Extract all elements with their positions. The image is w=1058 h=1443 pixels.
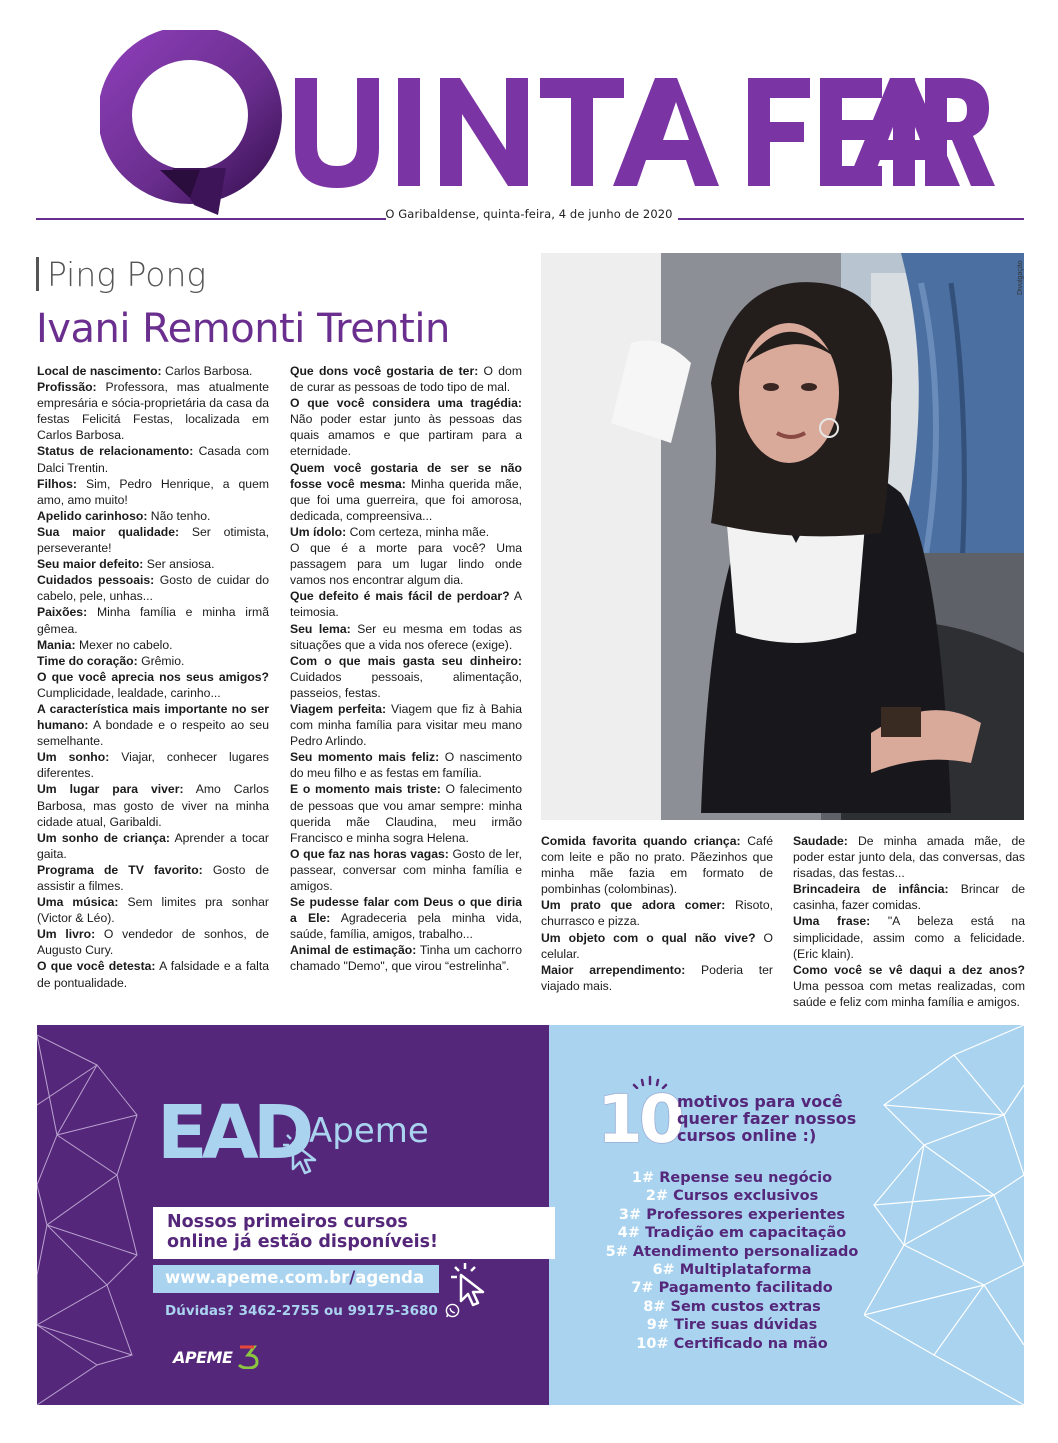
- reason-text: Sem custos extras: [665, 1298, 821, 1315]
- qa-question: Maior arrependimento:: [541, 962, 686, 977]
- anniversary-badge-icon: [237, 1343, 261, 1369]
- ead-wordmark: EAD: [157, 1090, 309, 1176]
- qa-question: A característica mais importante no ser humano:: [37, 701, 269, 733]
- section-label-text: Ping Pong: [47, 255, 207, 294]
- ad-headline-line-1: Nossos primeiros cursos: [167, 1212, 408, 1232]
- qa-answer: Gosto de cuidar do cabelo, pele, unhas...: [37, 573, 269, 604]
- reason-number: 9#: [646, 1317, 669, 1334]
- qa-question: Um livro:: [37, 927, 96, 942]
- qa-item: [290, 942, 522, 974]
- ad-url-link[interactable]: [153, 1265, 439, 1293]
- portrait-illustration: [541, 253, 1024, 820]
- qa-item: [37, 363, 269, 379]
- qa-question: Apelido carinhoso:: [37, 508, 148, 523]
- qa-answer: Mexer no cabelo.: [75, 637, 173, 652]
- qa-item: [793, 962, 1025, 1010]
- qa-item: [37, 830, 269, 862]
- qa-question: Que dons você gostaria de ter:: [290, 364, 479, 378]
- qa-item: [541, 897, 773, 929]
- reason-text: Certificado na mão: [668, 1335, 828, 1352]
- reason-number: 2#: [645, 1188, 669, 1205]
- qa-item: [37, 508, 269, 524]
- qa-item: [290, 781, 522, 845]
- reason-number: 6#: [652, 1261, 675, 1278]
- qa-answer: Carlos Barbosa.: [161, 364, 253, 378]
- cursor-click-icon: [283, 1131, 323, 1175]
- reason-text: Atendimento personalizado: [627, 1243, 859, 1260]
- qa-item: [37, 669, 269, 701]
- reason-text: Multiplataforma: [674, 1261, 812, 1278]
- qa-item: [37, 572, 269, 604]
- reason-item: [592, 1244, 872, 1262]
- qa-item: [290, 524, 522, 540]
- qa-question: O que você aprecia nos seus amigos?: [37, 669, 269, 684]
- qa-answer: Tinha um cachorro chamado "Demo", que virou “estrelinha”.: [290, 943, 522, 974]
- qa-answer: O celular.: [541, 930, 773, 961]
- ad-url-tail[interactable]: agenda: [355, 1268, 425, 1287]
- article-column-2: [290, 363, 522, 975]
- qa-answer: Aprender a tocar gaita.: [37, 830, 269, 861]
- qa-answer: Uma pessoa com metas realizadas, com saúde e feliz com minha família e amigos.: [793, 978, 1025, 1009]
- portrait-photo: [541, 253, 1024, 820]
- qa-answer: A bondade e o respeito ao seu semelhante.: [37, 718, 269, 749]
- qa-item: [290, 395, 522, 459]
- qa-item: [793, 833, 1025, 881]
- qa-item: [37, 926, 269, 958]
- dateline: O Garibaldense, quinta-feira, 4 de junho de 2020: [385, 207, 673, 221]
- ad-phone-numbers[interactable]: [165, 1303, 460, 1319]
- reason-text: Tire suas dúvidas: [668, 1317, 818, 1334]
- reason-text: Tradição em capacitação: [640, 1225, 847, 1242]
- qa-answer: A falsidade e a falta de pontualidade.: [37, 959, 269, 990]
- reason-item: [592, 1280, 872, 1298]
- whatsapp-icon: [445, 1303, 460, 1318]
- qa-answer: Cuidados pessoais, alimentação, passeios, festas.: [290, 669, 522, 700]
- qa-question: Com o que mais gasta seu dinheiro:: [290, 653, 522, 668]
- qa-answer: "A beleza está na simplicidade, assim como a felicidade. (Eric klain).: [793, 914, 1025, 961]
- qa-answer: Minha querida mãe, que foi uma guerreira, que foi amorosa, dedicada, compreensiva...: [290, 476, 522, 523]
- qa-answer: Agradeceria pela minha vida, saúde, família, amigos, trabalho...: [290, 911, 522, 942]
- qa-answer: Amo Carlos Barbosa, mas gosto de viver na minha cidade atual, Garibaldi.: [37, 782, 269, 829]
- qa-item: [290, 846, 522, 894]
- qa-question: Quem você gostaria de ser se não fosse você mesma:: [290, 460, 522, 491]
- qa-item: [290, 621, 522, 653]
- qa-question: Um objeto com o qual não vive?: [541, 930, 756, 945]
- qa-answer: O falecimento de pessoas que vou amar sempre: minha querida mãe Claudina, meu irmão Francisco e minha sogra Helena.: [290, 782, 522, 845]
- qa-question: O que você detesta:: [37, 959, 156, 974]
- qa-answer: Com certeza, minha mãe.: [346, 524, 490, 539]
- qa-question: Brincadeira de infância:: [793, 882, 949, 897]
- qa-item: [290, 588, 522, 620]
- qa-question: Como você se vê daqui a dez anos?: [793, 962, 1025, 977]
- qa-answer: Grêmio.: [137, 653, 185, 668]
- qa-item: [793, 913, 1025, 961]
- qa-answer: Poderia ter viajado mais.: [541, 962, 773, 993]
- qa-item: [290, 363, 522, 395]
- apeme-wordmark: Apeme: [309, 1111, 429, 1151]
- qa-item: [290, 460, 522, 524]
- reasons-list: [592, 1170, 872, 1354]
- qa-item: [37, 556, 269, 572]
- ad-phone-text[interactable]: Dúvidas? 3462-2755 ou 99175-3680: [165, 1303, 438, 1319]
- cursor-click-icon-2: [449, 1263, 489, 1307]
- section-label-bar: [36, 257, 39, 291]
- qa-answer: Não poder estar junto às pessoas das quais amamos e que partiram para a eternidade.: [290, 412, 522, 459]
- qa-question: Um sonho de criança:: [37, 830, 170, 845]
- qa-answer: De minha amada mãe, de poder estar junto dela, das conversas, das risadas, das festas...: [793, 834, 1025, 881]
- qa-question: Uma música:: [37, 895, 119, 910]
- qa-answer: Gosto de assistir a filmes.: [37, 862, 269, 893]
- qa-answer: Risoto, churrasco e pizza.: [541, 898, 773, 929]
- reason-number: 4#: [617, 1225, 641, 1242]
- qa-question: Profissão:: [37, 380, 97, 395]
- qa-item: [290, 701, 522, 749]
- qa-answer: Café com leite e pão no prato. Pãezinhos que minha mãe fazia em formato de pombinhas (colombinas).: [541, 834, 773, 897]
- reason-item: [592, 1188, 872, 1206]
- qa-item: [37, 894, 269, 926]
- qa-question: O que você considera uma tragédia:: [290, 396, 522, 411]
- ad-motivos-text: motivos para você querer fazer nossos cursos online :): [677, 1092, 857, 1145]
- qa-item: [37, 524, 269, 556]
- qa-question: Status de relacionamento:: [37, 444, 194, 459]
- article-headline: Ivani Remonti Trentin: [36, 306, 450, 352]
- qa-question: Seu maior defeito:: [37, 557, 144, 572]
- qa-item: [290, 749, 522, 781]
- qa-question: Saudade:: [793, 834, 848, 848]
- qa-answer: O dom de curar as pessoas de todo tipo de mal.: [290, 364, 522, 395]
- article-column-3: [541, 833, 773, 994]
- qa-question: Local de nascimento:: [37, 364, 162, 378]
- qa-question: Time do coração:: [37, 653, 138, 668]
- reason-number: 5#: [605, 1243, 628, 1260]
- qa-question: Comida favorita quando criança:: [541, 834, 741, 848]
- qa-item: [37, 749, 269, 781]
- qa-item: [37, 862, 269, 894]
- qa-answer: O nascimento do meu filho e as festas em família.: [290, 750, 522, 781]
- qa-answer: Cumplicidade, lealdade, carinho...: [37, 685, 221, 700]
- qa-question: Programa de TV favorito:: [37, 862, 203, 877]
- qa-answer: Viagem que fiz à Bahia com minha família para visitar meu mano Pedro Arlindo.: [290, 701, 522, 749]
- qa-question: Que defeito é mais fácil de perdoar?: [290, 589, 510, 604]
- qa-question: Cuidados pessoais:: [37, 573, 155, 588]
- article-column-4: [793, 833, 1025, 1010]
- network-pattern-right: [864, 1025, 1024, 1405]
- masthead-a-letter: [0, 0, 1058, 230]
- qa-item: [37, 781, 269, 829]
- qa-answer: Viajar, conhecer lugares diferentes.: [37, 750, 269, 781]
- reason-item: [592, 1170, 872, 1188]
- qa-question: O que faz nas horas vagas:: [290, 846, 449, 861]
- reason-text: Repense seu negócio: [654, 1170, 833, 1186]
- reason-number: 3#: [618, 1206, 642, 1223]
- qa-item: [37, 476, 269, 508]
- qa-question: Viagem perfeita:: [290, 701, 387, 716]
- ad-url-slash: /: [349, 1268, 356, 1287]
- qa-answer: Casada com Dalci Trentin.: [37, 444, 269, 475]
- reason-number: 7#: [631, 1280, 654, 1297]
- qa-answer: Sem limites pra sonhar (Victor & Léo).: [37, 895, 269, 926]
- qa-item: [290, 894, 522, 942]
- qa-item: [37, 379, 269, 443]
- qa-answer: Ser ansiosa.: [143, 557, 215, 572]
- qa-answer: Brincar de casinha, fazer comidas.: [793, 882, 1026, 913]
- qa-item: [793, 881, 1025, 913]
- qa-answer: O vendedor de sonhos, de Augusto Cury.: [37, 927, 270, 958]
- ad-headline-box: [153, 1207, 555, 1259]
- qa-answer: Não tenho.: [147, 508, 211, 523]
- qa-item: [290, 653, 522, 701]
- reason-item: [592, 1336, 872, 1354]
- qa-item: [37, 958, 269, 990]
- qa-question: Animal de estimação:: [290, 943, 417, 958]
- reason-item: [592, 1262, 872, 1280]
- qa-question: Um prato que adora comer:: [541, 898, 726, 913]
- qa-item: [37, 443, 269, 475]
- reason-number: 1#: [631, 1170, 655, 1186]
- qa-answer: O que é a morte para você? Uma passagem para um lugar lindo onde vamos nos encontrar algum dia.: [290, 541, 522, 588]
- qa-question: Paixões:: [37, 605, 88, 620]
- qa-answer: Ser otimista, perseverante!: [37, 524, 269, 556]
- qa-question: Um sonho:: [37, 750, 110, 765]
- reason-text: Professores experientes: [641, 1206, 846, 1223]
- apeme-advertisement[interactable]: [37, 1025, 1024, 1405]
- qa-item: [541, 930, 773, 962]
- reason-item: [592, 1207, 872, 1225]
- reason-text: Cursos exclusivos: [668, 1188, 819, 1205]
- reason-number: 8#: [643, 1298, 666, 1315]
- qa-question: Uma frase:: [793, 914, 871, 929]
- qa-question: Um lugar para viver:: [37, 782, 184, 797]
- qa-question: Seu lema:: [290, 621, 351, 636]
- network-pattern-left: [37, 1025, 147, 1405]
- qa-question: Um ídolo:: [290, 524, 347, 539]
- apeme-logo-text: APEME: [173, 1348, 233, 1367]
- ad-headline-line-2: online já estão disponíveis!: [167, 1232, 438, 1252]
- reason-item: [592, 1299, 872, 1317]
- reason-item: [592, 1225, 872, 1243]
- reason-item: [592, 1317, 872, 1335]
- qa-answer: Minha família e minha irmã gêmea.: [37, 605, 269, 636]
- qa-answer: Professora, mas atualmente empresária e sócia-proprietária da casa da festas Felicitá Festas, localizada em Carlos Barbosa.: [37, 380, 269, 443]
- qa-item: [37, 637, 269, 653]
- qa-question: Se pudesse falar com Deus o que diria a Ele:: [290, 895, 522, 926]
- qa-question: Seu momento mais feliz:: [290, 750, 440, 765]
- apeme-logo: [173, 1343, 261, 1369]
- qa-answer: A teimosia.: [290, 589, 522, 620]
- article-column-1: [37, 363, 269, 991]
- qa-item: [541, 962, 773, 994]
- qa-item: [541, 833, 773, 897]
- qa-answer: Sim, Pedro Henrique, a quem amo, amo muito!: [37, 476, 269, 507]
- ten-numeral: 10: [597, 1081, 681, 1158]
- qa-item: [37, 701, 269, 749]
- qa-item: [37, 604, 269, 636]
- reason-number: 10#: [636, 1335, 669, 1352]
- section-label: [36, 255, 206, 294]
- qa-question: Sua maior qualidade:: [37, 524, 180, 539]
- qa-item: [37, 653, 269, 669]
- qa-answer: Gosto de ler, passear, conversar com minha família e amigos.: [290, 846, 522, 893]
- ad-url-main[interactable]: www.apeme.com.br: [165, 1268, 350, 1287]
- reason-text: Pagamento facilitado: [653, 1280, 833, 1297]
- masthead: [0, 0, 1058, 230]
- qa-question: Mania:: [37, 637, 76, 652]
- qa-item: [290, 540, 522, 588]
- photo-credit: Divulgação: [1017, 260, 1024, 295]
- qa-answer: Ser eu mesma em todas as situações que a vida nos oferece (exige).: [290, 621, 522, 652]
- qa-question: E o momento mais triste:: [290, 782, 441, 797]
- qa-question: Filhos:: [37, 476, 77, 491]
